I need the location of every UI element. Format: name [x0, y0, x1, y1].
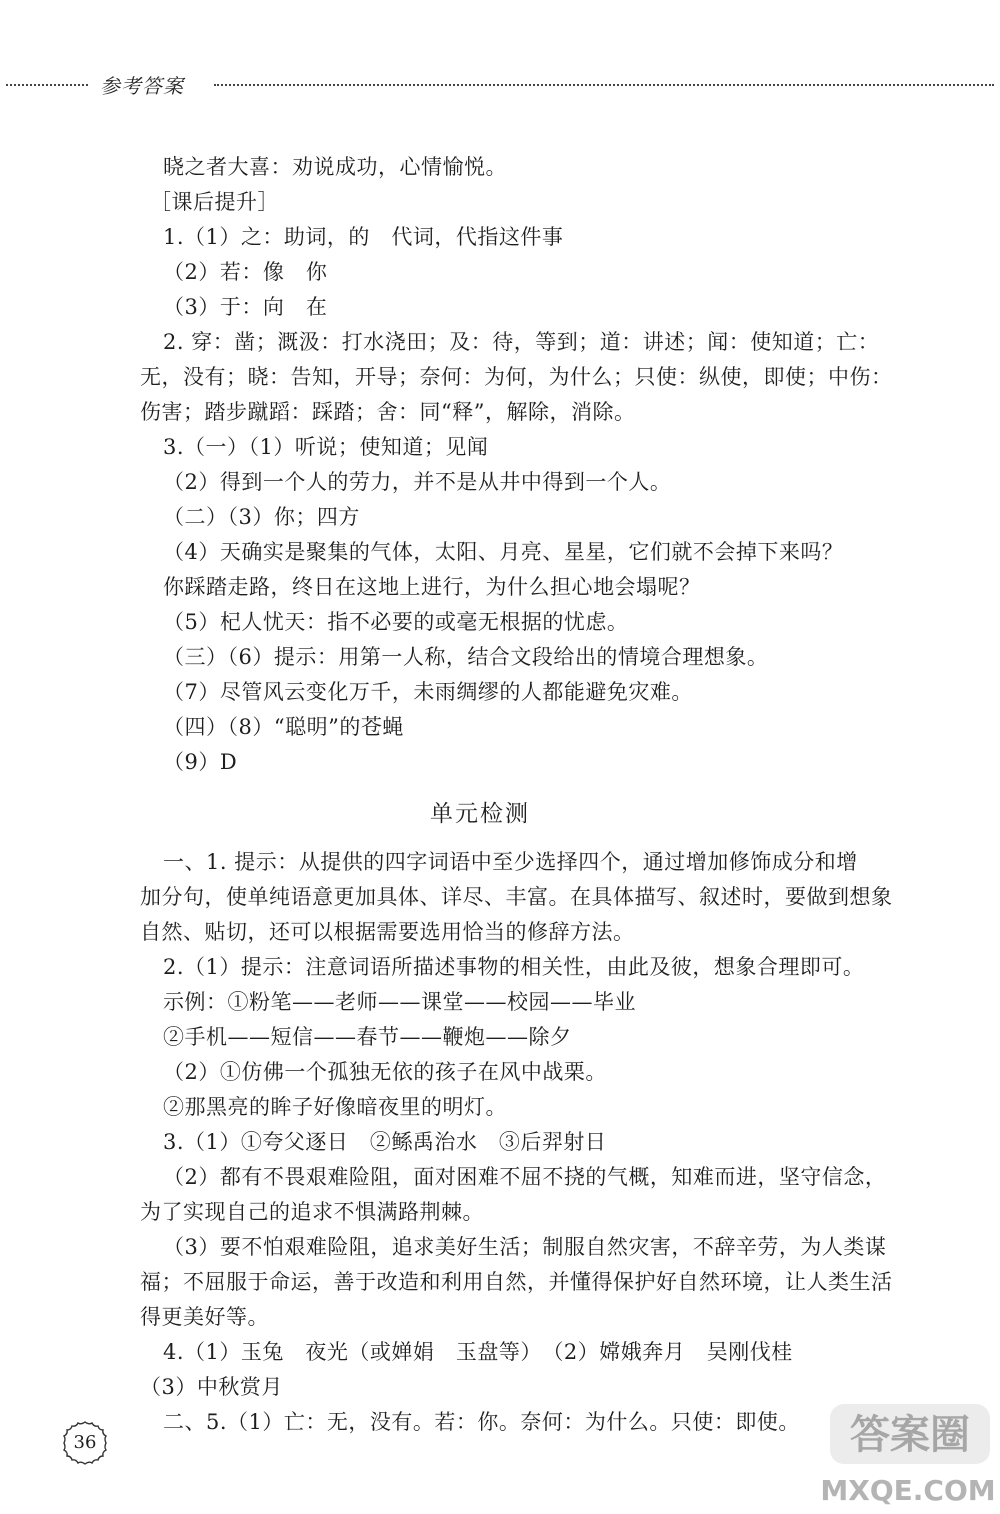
answer-line: （3）要不怕艰难险阻，追求美好生活；制服自然灾害，不辞辛劳，为人类谋 — [163, 1235, 887, 1259]
answer-line: 3.（一）（1）听说；使知道；见闻 — [163, 435, 489, 459]
answer-line: （2）若：像 你 — [163, 260, 328, 284]
answer-line: 一、1. 提示：从提供的四字词语中至少选择四个，通过增加修饰成分和增 — [163, 850, 858, 874]
watermark-logo — [800, 1400, 1000, 1510]
svg-text:MXQE.COM: MXQE.COM — [820, 1474, 996, 1507]
answer-line: （2）得到一个人的劳力，并不是从井中得到一个人。 — [163, 470, 672, 494]
answer-line: 晓之者大喜：劝说成功，心情愉悦。 — [163, 155, 507, 179]
answer-line: （3）中秋赏月 — [140, 1375, 283, 1399]
answer-line: （3）于：向 在 — [163, 295, 328, 319]
answer-line: （2）①仿佛一个孤独无依的孩子在风中战栗。 — [163, 1060, 607, 1084]
header-dotted-rule-right — [214, 84, 994, 86]
header-dotted-rule-left — [6, 84, 88, 86]
answer-line: 加分句，使单纯语意更加具体、详尽、丰富。在具体描写、叙述时，要做到想象 — [140, 885, 893, 909]
answer-line: 2. 穿：凿；溉汲：打水浇田；及：待，等到；道：讲述；闻：使知道；亡： — [163, 330, 880, 354]
answer-line: 伤害；踏步蹴蹈：踩踏；舍：同“释”，解除，消除。 — [140, 400, 636, 424]
page-number-badge — [62, 1420, 108, 1466]
answer-line: （7）尽管风云变化万千，未雨绸缪的人都能避免灾难。 — [163, 680, 693, 704]
answer-line: （4）天确实是聚集的气体，太阳、月亮、星星，它们就不会掉下来吗？ — [163, 540, 844, 564]
answer-line: （三）（6）提示：用第一人称，结合文段给出的情境合理想象。 — [163, 645, 769, 669]
svg-text:答案圈: 答案圈 — [850, 1412, 970, 1458]
answer-line: 为了实现自己的追求不惧满路荆棘。 — [140, 1200, 484, 1224]
answer-line: ②手机——短信——春节——鞭炮——除夕 — [163, 1025, 572, 1049]
answer-line: 2.（1）提示：注意词语所描述事物的相关性，由此及彼，想象合理即可。 — [163, 955, 865, 979]
answer-line: 示例：①粉笔——老师——课堂——校园——毕业 — [163, 990, 636, 1014]
page-number: 36 — [73, 1432, 97, 1453]
watermark-icon — [800, 1400, 1000, 1510]
section-title: 单元检测 — [430, 801, 530, 827]
answer-line: （5）杞人忧天：指不必要的或毫无根据的忧虑。 — [163, 610, 629, 634]
answer-line: 1.（1）之：助词，的 代词，代指这件事 — [163, 225, 564, 249]
answer-line: 4.（1）玉兔 夜光（或婵娟 玉盘等） （2）嫦娥奔月 吴刚伐桂 — [163, 1340, 793, 1364]
answer-line: ②那黑亮的眸子好像暗夜里的明灯。 — [163, 1095, 507, 1119]
answer-line: 自然、贴切，还可以根据需要选用恰当的修辞方法。 — [140, 920, 635, 944]
answer-line: 无，没有；晓：告知，开导；奈何：为何，为什么；只使：纵使，即使；中伤： — [140, 365, 893, 389]
answer-line: （9）D — [163, 750, 238, 774]
page-header — [0, 70, 1000, 102]
answer-line: 3.（1）①夸父逐日 ②鲧禹治水 ③后羿射日 — [163, 1130, 607, 1154]
answer-line: 得更美好等。 — [140, 1305, 269, 1329]
answer-line: 福；不屈服于命运，善于改造和利用自然，并懂得保护好自然环境，让人类生活 — [140, 1270, 893, 1294]
answer-line: （二）（3）你；四方 — [163, 505, 360, 529]
answer-line: （2）都有不畏艰难险阻，面对困难不屈不挠的气概，知难而进，坚守信念， — [163, 1165, 887, 1189]
answer-line: 二、5.（1）亡：无，没有。若：你。奈何：为什么。只使：即使。 — [163, 1410, 800, 1434]
header-title: 参考答案 — [100, 74, 184, 98]
answer-line: （四）（8）“聪明”的苍蝇 — [163, 715, 404, 739]
subsection-heading: ［课后提升］ — [150, 190, 279, 214]
answer-line: 你踩踏走路，终日在这地上进行，为什么担心地会塌呢？ — [163, 575, 701, 599]
